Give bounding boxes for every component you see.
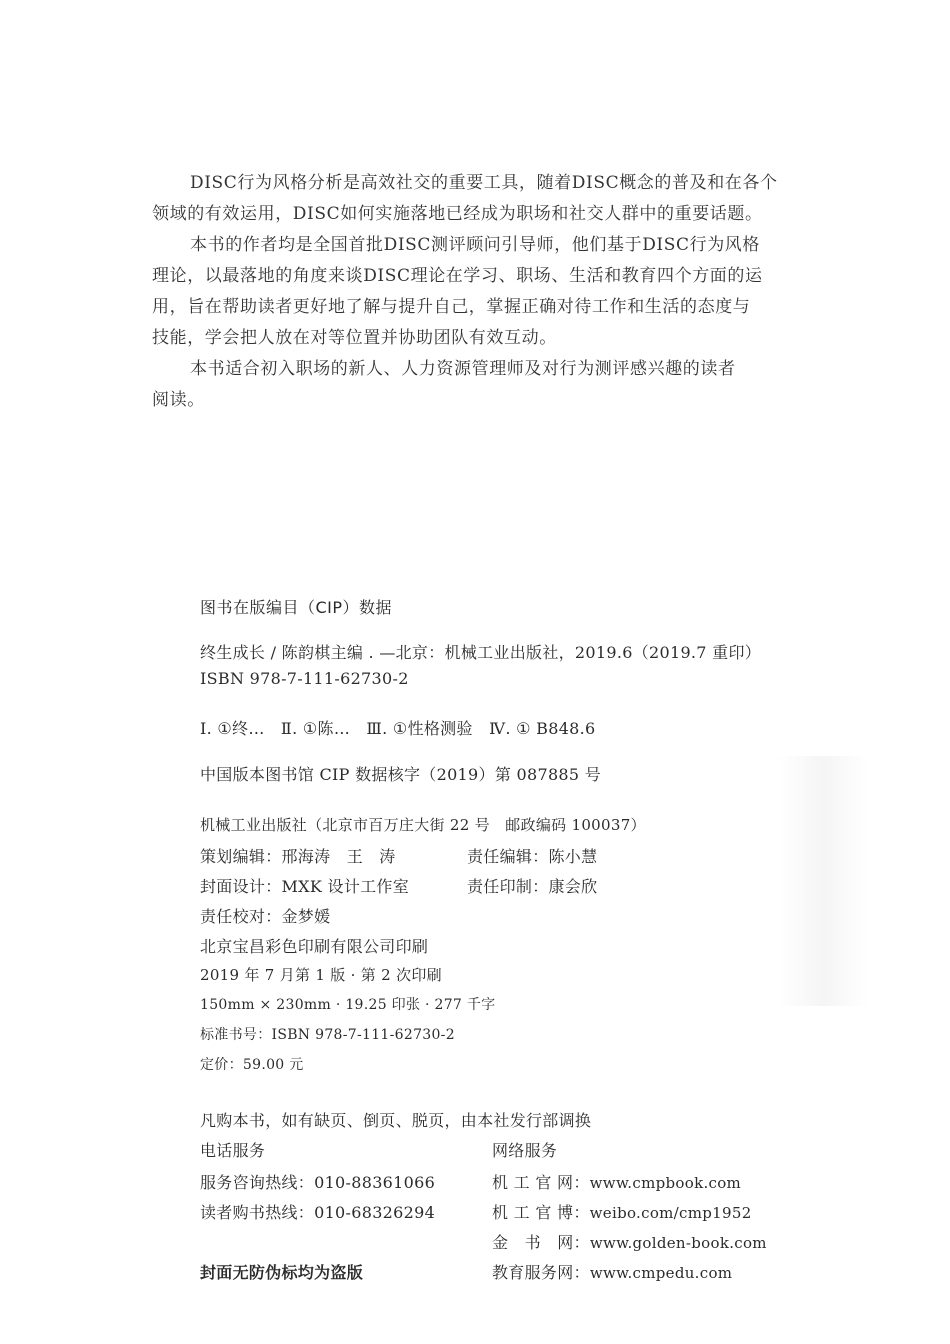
responsible-editor: 责任编辑：陈小慧	[467, 847, 598, 866]
anti-piracy-notice: 封面无防伪标均为盗版	[200, 1263, 364, 1282]
cip-subject-line: Ⅰ. ①终… Ⅱ. ①陈… Ⅲ. ①性格测验 Ⅳ. ① B848.6	[200, 719, 596, 738]
scan-shading	[778, 756, 868, 1006]
cip-title-line: 终生成长 / 陈韵棋主编 . —北京：机械工业出版社，2019.6（2019.7 重印）	[200, 643, 762, 662]
consult-hotline: 服务咨询热线：010-88361066	[200, 1173, 436, 1192]
publisher-name-address: 机械工业出版社（北京市百万庄大街 22 号 邮政编码 100037）	[200, 816, 646, 834]
cip-library-line: 中国版本图书馆 CIP 数据核字（2019）第 087885 号	[200, 765, 602, 784]
official-weibo-label: 机 工 官 博：	[492, 1203, 590, 1222]
responsible-printing: 责任印制：康会欣	[467, 877, 598, 896]
purchase-hotline: 读者购书热线：010-68326294	[200, 1203, 436, 1222]
planning-editor: 策划编辑：邢海涛 王 涛	[200, 847, 396, 866]
intro-p1-line2: 领域的有效运用，DISC如何实施落地已经成为职场和社交人群中的重要话题。	[152, 204, 763, 224]
replacement-notice: 凡购本书，如有缺页、倒页、脱页，由本社发行部调换	[200, 1111, 592, 1130]
official-weibo-row	[492, 1200, 752, 1223]
golden-book-url: www.golden-book.com	[589, 1234, 767, 1252]
price: 定价：59.00 元	[200, 1057, 304, 1073]
cip-isbn-line: ISBN 978-7-111-62730-2	[200, 669, 409, 688]
standard-number: 标准书号：ISBN 978-7-111-62730-2	[200, 1027, 455, 1043]
intro-p2-line3: 用，旨在帮助读者更好地了解与提升自己，掌握正确对待工作和生活的态度与	[152, 297, 751, 317]
official-site-url: www.cmpbook.com	[589, 1174, 742, 1192]
golden-book-row	[492, 1230, 767, 1253]
cover-design: 封面设计：MXK 设计工作室	[200, 877, 410, 896]
intro-p1-line1: DISC行为风格分析是高效社交的重要工具，随着DISC概念的普及和在各个	[190, 173, 778, 193]
phone-service-header: 电话服务	[200, 1141, 266, 1160]
education-label: 教育服务网：	[492, 1263, 590, 1282]
intro-p3-line2: 阅读。	[152, 390, 205, 410]
format: 150mm × 230mm · 19.25 印张 · 277 千字	[200, 997, 496, 1013]
intro-p3-line1: 本书适合初入职场的新人、人力资源管理师及对行为测评感兴趣的读者	[190, 359, 736, 379]
official-site-row	[492, 1170, 741, 1193]
intro-p2-line2: 理论，以最落地的角度来谈DISC理论在学习、职场、生活和教育四个方面的运	[152, 266, 763, 286]
web-service-header: 网络服务	[492, 1141, 558, 1160]
cip-heading: 图书在版编目（CIP）数据	[200, 598, 393, 617]
intro-p2-line1: 本书的作者均是全国首批DISC测评顾问引导师，他们基于DISC行为风格	[190, 235, 760, 255]
official-weibo-url: weibo.com/cmp1952	[589, 1204, 752, 1222]
printer: 北京宝昌彩色印刷有限公司印刷	[200, 937, 429, 956]
golden-book-label: 金 书 网：	[492, 1233, 590, 1252]
edition: 2019 年 7 月第 1 版 · 第 2 次印刷	[200, 966, 442, 984]
education-row	[492, 1260, 732, 1283]
official-site-label: 机 工 官 网：	[492, 1173, 590, 1192]
intro-p2-line4: 技能，学会把人放在对等位置并协助团队有效互动。	[152, 328, 557, 348]
education-url: www.cmpedu.com	[589, 1264, 733, 1282]
proofreader: 责任校对：金梦媛	[200, 907, 331, 926]
